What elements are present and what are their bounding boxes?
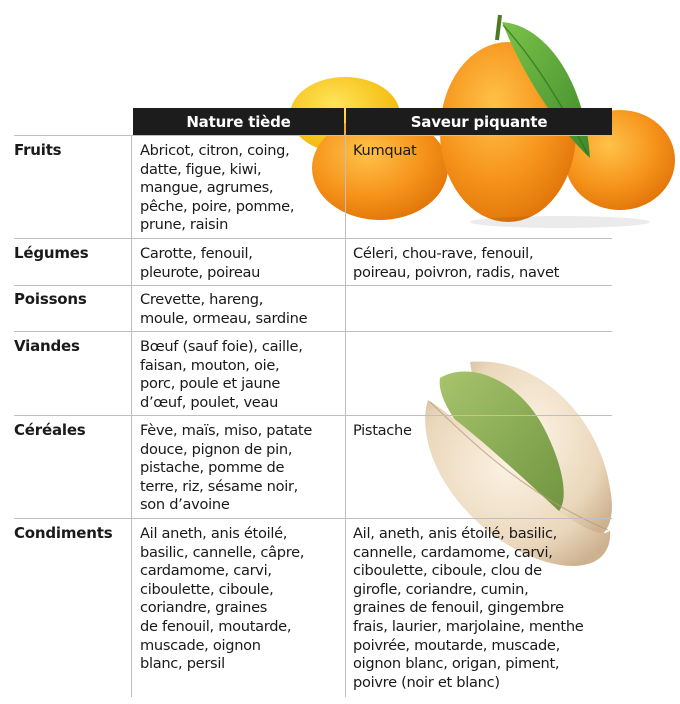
table-rule (14, 518, 612, 519)
row-label-legumes: Légumes (14, 244, 89, 262)
column-divider-left (131, 135, 132, 697)
table-rule (14, 331, 612, 332)
row-label-condiments: Condiments (14, 524, 113, 542)
cell-viandes-tiede: Bœuf (sauf foie), caille, faisan, mouton, oie, porc, poule et jaune d’œuf, poulet, veau (140, 338, 303, 411)
cell-cereales-tiede: Fève, maïs, miso, patate douce, pignon de pin, pistache, pomme de terre, riz, sésame noir, son d’avoine (140, 422, 313, 514)
cell-condiments-tiede: Ail aneth, anis étoilé, basilic, cannelle, câpre, cardamome, carvi, ciboulette, ciboule, coriandre, graines de fenouil, moutarde, muscade, oignon blanc, persil (140, 525, 305, 673)
column-divider-right (345, 135, 346, 697)
table-rule (14, 285, 612, 286)
cell-cereales-piquante: Pistache (353, 422, 412, 439)
row-label-cereales: Céréales (14, 421, 86, 439)
header-nature-tiede: Nature tiède (133, 108, 344, 135)
cell-poissons-tiede: Crevette, hareng, moule, ormeau, sardine (140, 291, 308, 327)
cell-legumes-tiede: Carotte, fenouil, pleurote, poireau (140, 245, 261, 281)
row-label-viandes: Viandes (14, 337, 80, 355)
cell-fruits-piquante: Kumquat (353, 142, 417, 159)
cell-fruits-tiede: Abricot, citron, coing, datte, figue, kiwi, mangue, agrumes, pêche, poire, pomme, prune, raisin (140, 142, 295, 234)
row-label-fruits: Fruits (14, 141, 62, 159)
row-label-poissons: Poissons (14, 290, 87, 308)
cell-condiments-piquante: Ail, aneth, anis étoilé, basilic, cannelle, cardamome, carvi, ciboulette, ciboule, clou de girofle, coriandre, cumin, graines de fenouil, gingembre frais, laurier, marjolaine, menthe poivrée, moutarde, muscade, oignon blanc, origan, piment, poivre (noir et blanc) (353, 525, 584, 691)
table-rule (14, 238, 612, 239)
table-rule (14, 135, 612, 136)
table-rule (14, 415, 612, 416)
header-saveur-piquante: Saveur piquante (346, 108, 612, 135)
cell-legumes-piquante: Céleri, chou-rave, fenouil, poireau, poivron, radis, navet (353, 245, 560, 281)
